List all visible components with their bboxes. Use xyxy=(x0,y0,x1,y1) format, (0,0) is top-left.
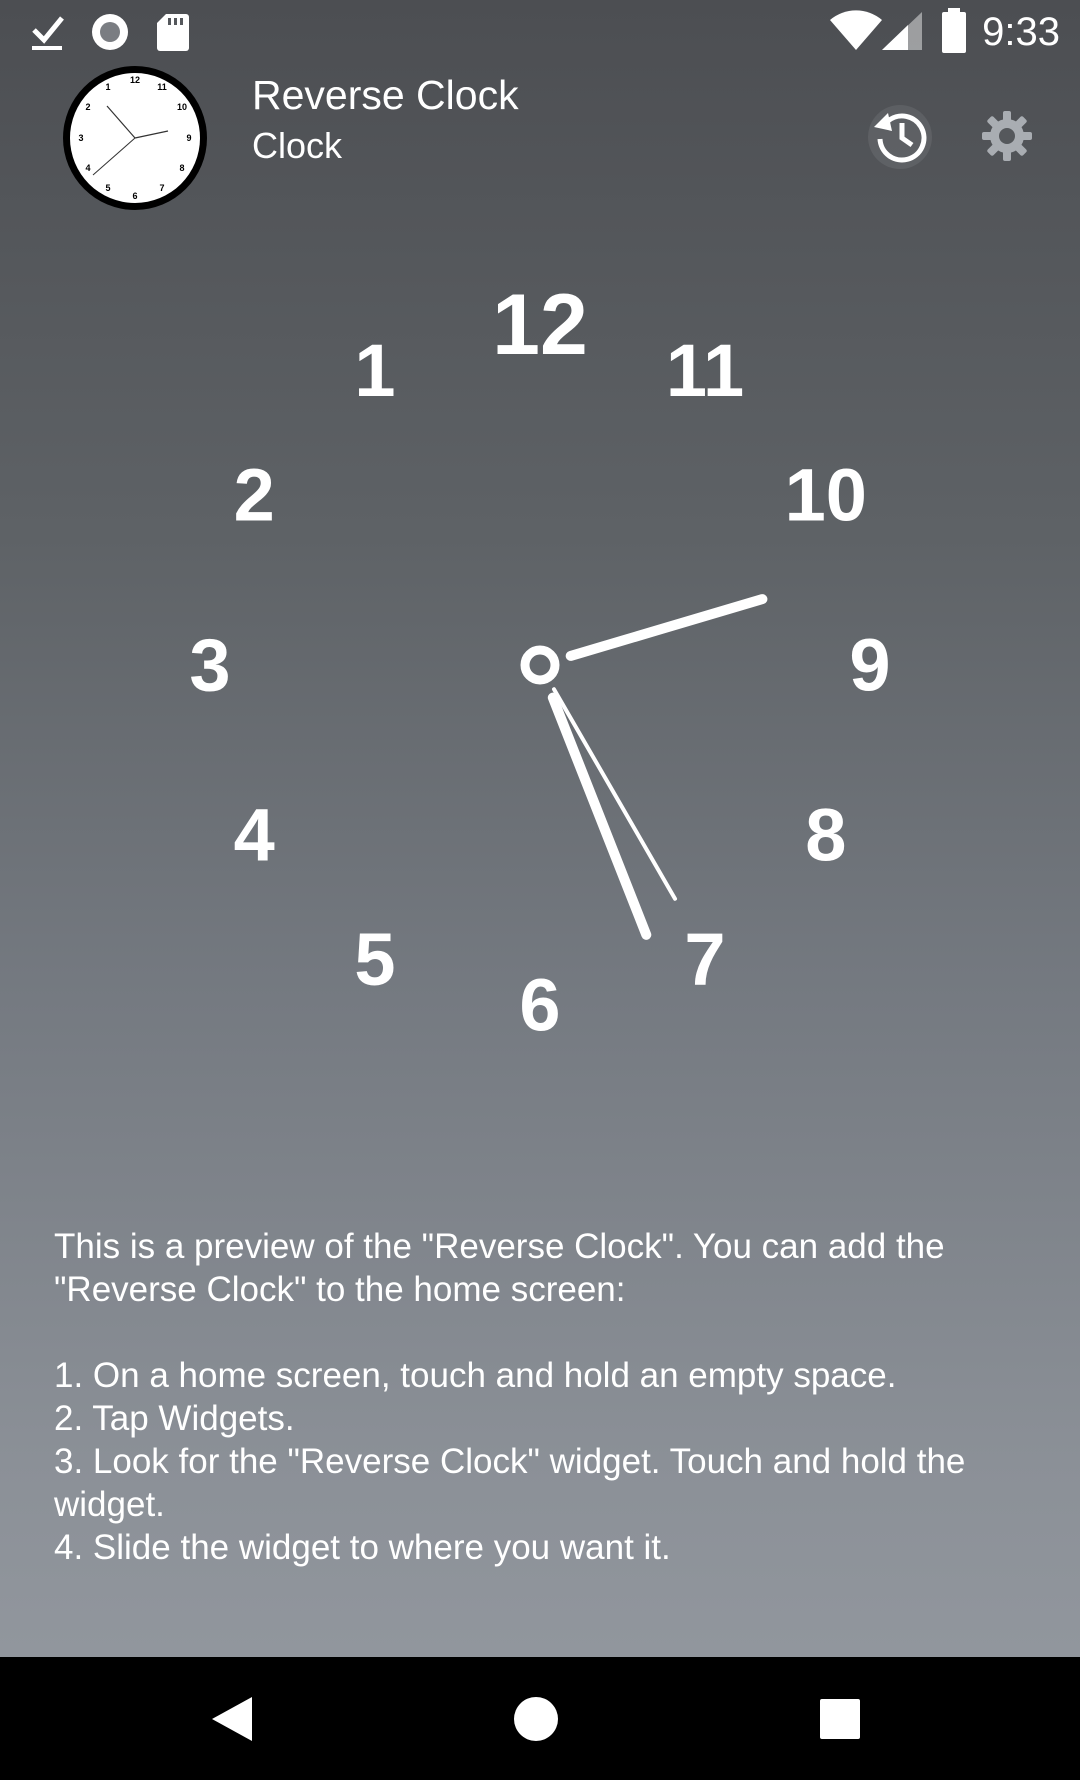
clock-number-12: 12 xyxy=(492,277,588,373)
history-icon xyxy=(868,105,932,169)
instructions-step: 3. Look for the "Reverse Clock" widget. Touch and hold the widget. xyxy=(54,1442,966,1524)
instructions-intro: This is a preview of the "Reverse Clock". You can add the "Reverse Clock" to the home screen: xyxy=(54,1227,945,1309)
svg-text:3: 3 xyxy=(78,133,84,143)
app-header xyxy=(0,63,1080,213)
svg-text:6: 6 xyxy=(132,191,138,201)
spacer xyxy=(54,1311,1044,1354)
minute-hand xyxy=(553,698,647,935)
clock-number-5: 5 xyxy=(354,917,396,1001)
status-bar xyxy=(0,0,1080,63)
home-icon xyxy=(500,1683,572,1755)
instructions-step: 2. Tap Widgets. xyxy=(54,1399,295,1438)
settings-gear-icon xyxy=(980,109,1034,163)
svg-text:10: 10 xyxy=(176,102,188,112)
svg-text:2: 2 xyxy=(85,102,91,112)
svg-text:7: 7 xyxy=(159,183,165,193)
clock-number-9: 9 xyxy=(849,623,891,707)
clock-number-4: 4 xyxy=(233,793,275,877)
status-time: 9:33 xyxy=(982,10,1060,54)
sd-card-icon xyxy=(156,12,190,52)
clock-number-10: 10 xyxy=(784,453,867,537)
svg-text:8: 8 xyxy=(179,163,185,173)
app-subtitle: Clock xyxy=(252,125,343,166)
clock-number-3: 3 xyxy=(189,623,231,707)
instructions-step: 4. Slide the widget to where you want it. xyxy=(54,1528,671,1567)
clock-number-11: 11 xyxy=(665,329,745,413)
instructions-text xyxy=(54,1225,1044,1569)
history-button[interactable] xyxy=(868,105,932,169)
cell-signal-icon xyxy=(880,10,924,52)
clock-number-7: 7 xyxy=(684,917,726,1001)
recents-button[interactable] xyxy=(804,1683,876,1755)
svg-text:1: 1 xyxy=(105,82,111,92)
instructions-step: 1. On a home screen, touch and hold an empty space. xyxy=(54,1356,897,1395)
analog-clock-app-icon xyxy=(60,63,210,213)
back-button[interactable] xyxy=(196,1683,268,1755)
svg-text:9: 9 xyxy=(186,133,192,143)
reverse-clock-face xyxy=(0,213,1080,1083)
app-title: Reverse Clock xyxy=(252,72,519,118)
recents-icon xyxy=(804,1683,876,1755)
clock-number-1: 1 xyxy=(354,329,396,413)
back-icon xyxy=(196,1683,268,1755)
svg-text:4: 4 xyxy=(85,163,91,173)
clock-number-6: 6 xyxy=(519,963,561,1047)
navigation-bar xyxy=(0,1657,1080,1780)
hour-hand xyxy=(571,599,763,656)
clock-center-hub xyxy=(525,650,555,680)
wifi-icon xyxy=(828,10,884,52)
svg-text:5: 5 xyxy=(105,183,111,193)
home-button[interactable] xyxy=(500,1683,572,1755)
check-icon xyxy=(30,12,66,52)
clock-number-2: 2 xyxy=(233,453,275,537)
svg-text:11: 11 xyxy=(157,82,167,92)
circle-record-icon xyxy=(90,12,130,52)
clock-number-8: 8 xyxy=(805,793,847,877)
settings-button[interactable] xyxy=(980,109,1034,163)
battery-icon xyxy=(940,8,968,54)
svg-text:12: 12 xyxy=(129,75,141,85)
